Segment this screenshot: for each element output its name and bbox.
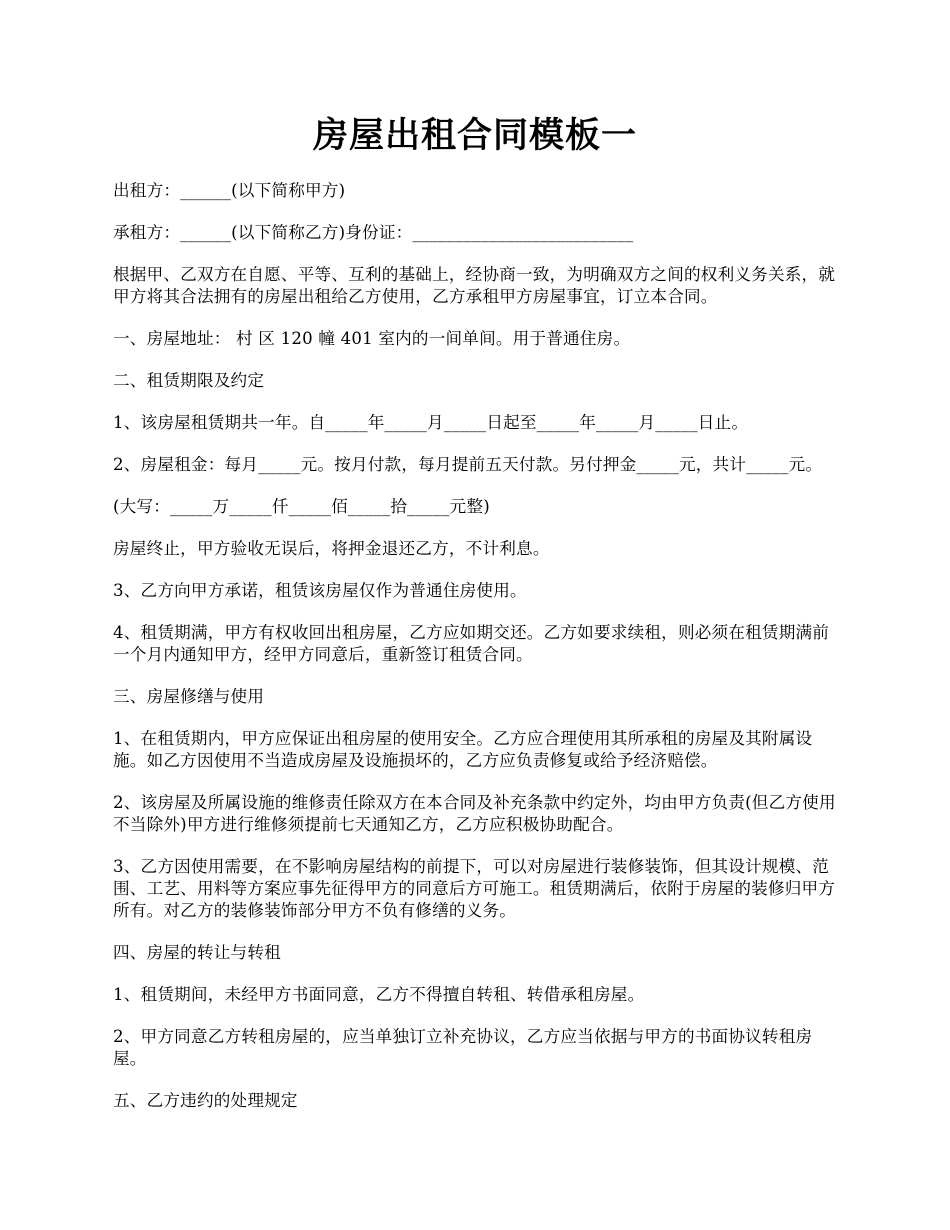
section-2-heading: 二、租赁期限及约定: [113, 371, 265, 390]
preamble-paragraph: 根据甲、乙双方在自愿、平等、互利的基础上，经协商一致，为明确双方之间的权利义务关系，就甲方将其合法拥有的房屋出租给乙方使用，乙方承租甲方房屋事宜，订立本合同。: [113, 265, 836, 306]
clause-3-3: 3、乙方因使用需要，在不影响房屋结构的前提下，可以对房屋进行装修装饰，但其设计规模、范围、工艺、用料等方案应事先征得甲方的同意后方可施工。租赁期满后，依附于房屋的装修归甲方所有。对乙方的装修装饰部分甲方不负有修缮的义务。: [113, 857, 836, 920]
section-5-heading: 五、乙方违约的处理规定: [113, 1091, 298, 1110]
section-1-address: 一、房屋地址： 村 区 120 幢 401 室内的一间单间。用于普通住房。: [113, 329, 631, 348]
clause-4-1: 1、租赁期间，未经甲方书面同意，乙方不得擅自转租、转借承租房屋。: [113, 985, 645, 1004]
lessee-line: 承租方：______(以下简称乙方)身份证：__________________________: [113, 223, 634, 242]
clause-4-2: 2、甲方同意乙方转租房屋的，应当单独订立补充协议，乙方应当依据与甲方的书面协议转租房屋。: [113, 1027, 813, 1068]
deposit-return-clause: 房屋终止，甲方验收无误后，将押金退还乙方，不计利息。: [113, 539, 550, 558]
clause-2-3: 3、乙方向甲方承诺，租赁该房屋仅作为普通住房使用。: [113, 581, 527, 600]
document-title: 房屋出租合同模板一: [312, 115, 637, 156]
clause-2-1: 1、该房屋租赁期共一年。自_____年_____月_____日起至_____年_____月_____日止。: [113, 413, 749, 432]
lessor-line: 出租方：______(以下简称甲方): [113, 181, 346, 200]
clause-2-2: 2、房屋租金：每月_____元。按月付款，每月提前五天付款。另付押金_____元，共计_____元。: [113, 455, 823, 474]
section-4-heading: 四、房屋的转让与转租: [113, 943, 281, 962]
clause-3-2: 2、该房屋及所属设施的维修责任除双方在本合同及补充条款中约定外，均由甲方负责(但乙方使用不当除外)甲方进行维修须提前七天通知乙方，乙方应积极协助配合。: [113, 793, 836, 834]
clause-2-4: 4、租赁期满，甲方有权收回出租房屋，乙方应如期交还。乙方如要求续租，则必须在租赁期满前一个月内通知甲方，经甲方同意后，重新签订租赁合同。: [113, 623, 830, 664]
clause-3-1: 1、在租赁期内，甲方应保证出租房屋的使用安全。乙方应合理使用其所承租的房屋及其附属设施。如乙方因使用不当造成房屋及设施损坏的，乙方应负责修复或给予经济赔偿。: [113, 729, 813, 770]
section-3-heading: 三、房屋修缮与使用: [113, 687, 265, 706]
amount-in-words: (大写：_____万_____仟_____佰_____拾_____元整): [113, 497, 490, 516]
